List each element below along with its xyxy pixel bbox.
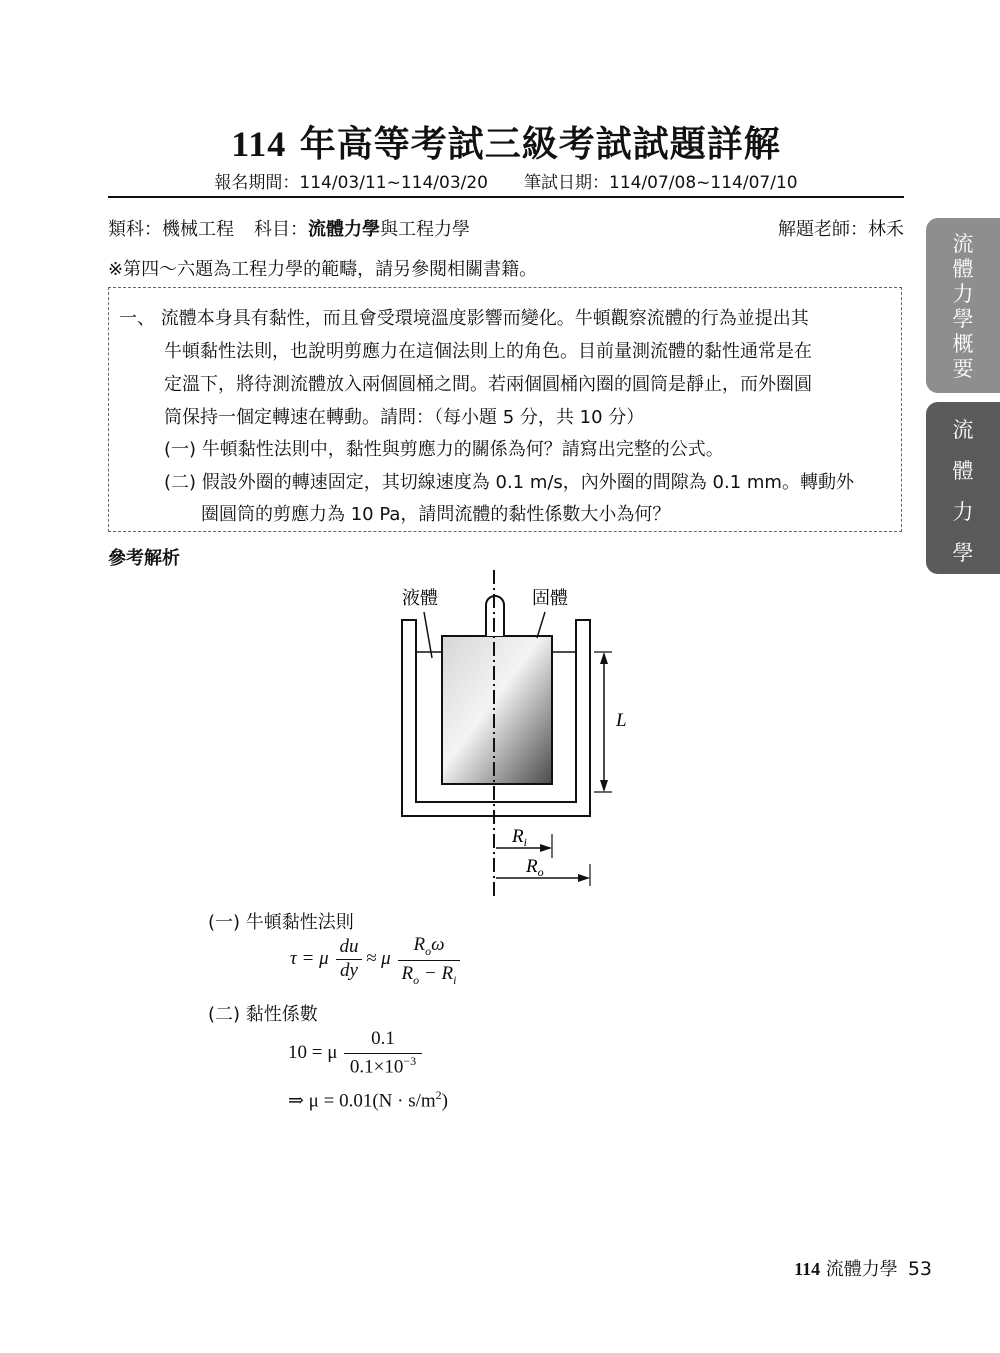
page-title [108,116,904,167]
page-number: 53 [907,1258,932,1280]
tab-char: 體 [952,459,974,483]
question-line: 定溫下，將待測流體放入兩個圓桶之間。若兩個圓桶內圈的圓筒是靜止，而外圈圓 [164,374,812,395]
eq2-fraction [344,1028,422,1078]
teacher: 解題老師：林禾 [778,219,904,240]
subject-prefix: 科目： [254,219,308,240]
viscometer-diagram [380,566,640,902]
tab-char: 學 [952,541,974,565]
eq1-du-dy [336,936,362,982]
tab-fluid-mechanics[interactable] [926,402,1000,574]
eq1-numerator: $R_o\omega$ [413,934,445,958]
eq1-approx: ≈ μ [366,948,391,969]
solution-heading: 參考解析 [108,548,180,569]
header-divider [108,196,904,198]
scope-note: ※第四～六題為工程力學的範疇，請另參閱相關書籍。 [108,259,538,280]
exam-date: 筆試日期：114/07/08~114/07/10 [524,173,798,193]
footer-year: 114 [794,1259,821,1279]
tab-char: 學 [952,307,974,331]
eq2-denominator: $0.1\times 10^{-3}$ [349,1054,417,1078]
question-line: 筒保持一個定轉速在轉動。請問：（每小題 5 分，共 10 分） [164,407,645,428]
solid-label: 固體 [532,588,568,609]
category: 類科：機械工程 [108,219,234,240]
eq1-dy: dy [340,960,358,981]
outer-radius-label: $R_o$ [526,856,544,879]
title-year: 114 [231,124,287,164]
eq2-numerator: 0.1 [371,1028,395,1049]
exam-dates [108,168,904,193]
question-line: 牛頓黏性法則，也說明剪應力在這個法則上的角色。目前量測流體的黏性通常是在 [164,341,812,362]
eq1-lhs: τ = μ [290,948,329,969]
solid-leader [537,612,545,638]
length-label: L [616,710,627,731]
question-line: (一) 牛頓黏性法則中，黏性與剪應力的關係為何？請寫出完整的公式。 [164,439,724,460]
footer-subject: 流體力學 [820,1259,898,1280]
inner-radius-label: $R_i$ [512,826,527,849]
registration-period: 報名期間：114/03/11~114/03/20 [214,173,488,193]
eq1-du: du [339,936,359,957]
eq1-fraction [398,934,460,988]
question-line: (二) 假設外圈的轉速固定，其切線速度為 0.1 m/s，內外圈的間隙為 0.1 mm。轉動外 [164,472,854,493]
tab-fluid-mechanics-overview[interactable] [926,218,1000,393]
eq2-lhs: 10 = μ [288,1042,338,1063]
title-text: 年高等考試三級考試試題詳解 [286,124,781,165]
inner-cylinder [442,636,552,784]
tab-char: 要 [952,357,974,381]
subject-rest: 與工程力學 [380,219,470,240]
tab-char: 流 [952,418,974,442]
subject-bold: 流體力學 [308,219,380,240]
tab-char: 力 [952,282,974,306]
viscosity-result: ⇒ $\mu = 0.01(N \cdot s/m^2)$ [288,1088,448,1112]
eq1-denominator: $R_o - R_i$ [401,962,457,987]
page-footer [794,1255,932,1281]
liquid-label: 液體 [402,588,438,609]
part1-label: (一) 牛頓黏性法則 [208,912,354,933]
liquid-leader [424,612,432,658]
exam-meta [108,215,470,241]
tab-char: 流 [952,232,974,256]
part2-label: (二) 黏性係數 [208,1004,318,1025]
tab-char: 力 [952,500,974,524]
question-line: 一、 流體本身具有黏性，而且會受環境溫度影響而變化。牛頓觀察流體的行為並提出其 [119,308,809,329]
tab-char: 概 [952,332,974,356]
tab-char: 體 [952,257,974,281]
question-box [108,287,902,532]
question-line: 圈圓筒的剪應力為 10 Pa，請問流體的黏性係數大小為何？ [201,504,671,525]
